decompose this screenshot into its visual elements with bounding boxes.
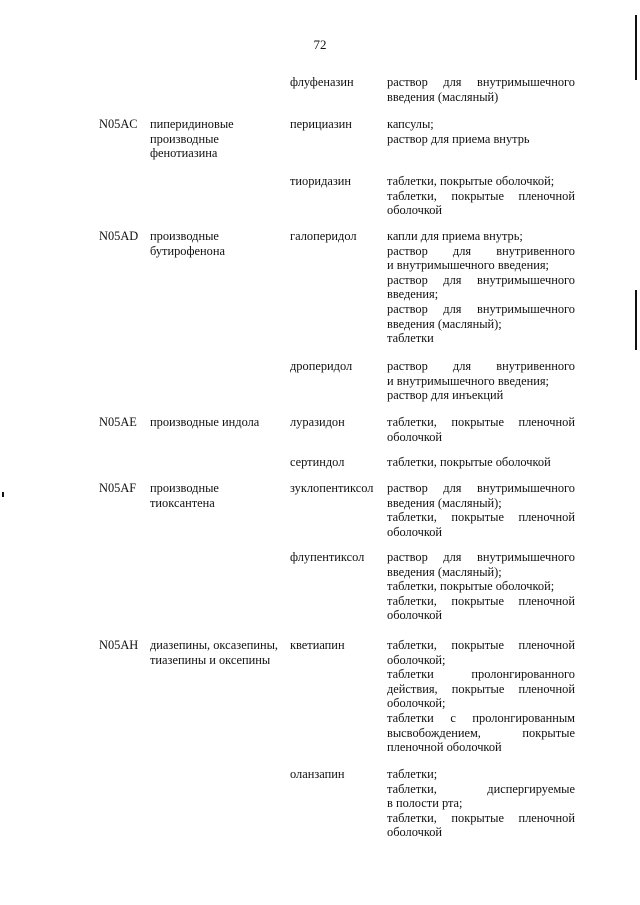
drug-group-line: производные	[150, 481, 219, 495]
dosage-form-line: введения (масляный);	[387, 495, 502, 510]
dosage-form-line: капсулы;	[387, 117, 434, 131]
drug-name: флуфеназин	[290, 75, 354, 89]
drug-name: зуклопентиксол	[290, 481, 374, 495]
dosage-form-line: раствор для внутривенного	[387, 243, 575, 258]
dosage-form	[387, 331, 575, 346]
dosage-form	[387, 667, 575, 711]
dosage-form	[387, 550, 575, 579]
atc-code: N05AC	[99, 117, 138, 131]
drug-group-line: бутирофенона	[150, 243, 225, 258]
drug-name: луразидон	[290, 415, 345, 429]
drug-name: сертиндол	[290, 455, 345, 469]
dosage-form	[387, 359, 575, 388]
dosage-form-line: раствор для внутримышечного	[387, 481, 575, 495]
dosage-form-line: таблетки, покрытые пленочной	[387, 510, 575, 525]
dosage-form	[387, 174, 575, 189]
drug-name: дроперидол	[290, 359, 353, 373]
dosage-form-line: раствор для внутримышечного	[387, 550, 575, 564]
dosage-form-line: оболочкой;	[387, 652, 446, 667]
dosage-forms	[387, 767, 575, 840]
dosage-form-line: пленочной оболочкой	[387, 740, 502, 755]
drug-group	[150, 117, 283, 161]
drug-name: кветиапин	[290, 638, 345, 652]
drug-name: оланзапин	[290, 767, 345, 781]
dosage-form	[387, 711, 575, 755]
dosage-form	[387, 510, 575, 539]
dosage-form	[387, 767, 575, 782]
dosage-form	[387, 189, 575, 218]
dosage-form	[387, 594, 575, 623]
dosage-form	[387, 638, 575, 667]
dosage-form-line: таблетки, покрытые пленочной	[387, 593, 575, 608]
drug-group-line: тиазепины и оксепины	[150, 652, 271, 667]
drug-group-line: пиперидиновые	[150, 117, 234, 131]
dosage-form-line: и внутримышечного введения;	[387, 373, 549, 388]
dosage-forms	[387, 550, 575, 623]
dosage-form	[387, 579, 575, 594]
dosage-form	[387, 132, 575, 147]
dosage-form-line: раствор для инъекций	[387, 388, 504, 403]
drug-name: тиоридазин	[290, 174, 352, 188]
dosage-form-line: оболочкой	[387, 524, 443, 539]
dosage-form	[387, 481, 575, 510]
drug-group	[150, 415, 283, 430]
dosage-form-line: высвобождением, покрытые	[387, 725, 575, 740]
dosage-form-line: введения;	[387, 287, 439, 302]
dosage-form	[387, 388, 575, 403]
dosage-form-line: оболочкой	[387, 608, 443, 623]
dosage-forms	[387, 638, 575, 755]
scan-edge-mark	[635, 15, 637, 80]
dosage-form	[387, 782, 575, 811]
dosage-form-line: таблетки, покрытые пленочной	[387, 188, 575, 203]
dosage-form-line: таблетки	[387, 331, 434, 346]
dosage-form-line: раствор для внутримышечного	[387, 301, 575, 316]
dosage-form-line: раствор для приема внутрь	[387, 131, 530, 146]
drug-group-line: фенотиазина	[150, 146, 218, 161]
drug-group	[150, 229, 283, 258]
atc-code: N05AE	[99, 415, 137, 429]
dosage-forms	[387, 229, 575, 346]
dosage-form-line: таблетки, покрытые пленочной	[387, 415, 575, 429]
dosage-form-line: таблетки, покрытые оболочкой;	[387, 174, 555, 188]
atc-code: N05AH	[99, 638, 139, 652]
dosage-form	[387, 229, 575, 244]
dosage-form	[387, 302, 575, 331]
dosage-forms	[387, 455, 575, 470]
dosage-forms	[387, 75, 575, 104]
dosage-form-line: оболочкой;	[387, 696, 446, 711]
dosage-forms	[387, 174, 575, 218]
dosage-form	[387, 811, 575, 840]
dosage-forms	[387, 359, 575, 403]
dosage-form-line: введения (масляный);	[387, 564, 502, 579]
dosage-form-line: капли для приема внутрь;	[387, 229, 523, 243]
dosage-forms	[387, 415, 575, 444]
drug-group-line: производные индола	[150, 415, 260, 429]
dosage-form-line: таблетки, покрытые оболочкой;	[387, 579, 555, 594]
dosage-form-line: и внутримышечного введения;	[387, 258, 549, 273]
drug-group-line: производные	[150, 131, 219, 146]
dosage-forms	[387, 481, 575, 539]
dosage-form-line: оболочкой	[387, 203, 443, 218]
dosage-form-line: введения (масляный);	[387, 316, 502, 331]
drug-group-line: диазепины, оксазепины,	[150, 638, 279, 652]
scan-edge-mark	[2, 492, 4, 497]
dosage-form-line: таблетки пролонгированного	[387, 667, 575, 682]
atc-code: N05AF	[99, 481, 137, 495]
dosage-forms	[387, 117, 575, 146]
drug-group	[150, 481, 283, 510]
dosage-form	[387, 455, 575, 470]
drug-group	[150, 638, 283, 667]
drug-group-line: тиоксантена	[150, 495, 215, 510]
dosage-form-line: оболочкой	[387, 825, 443, 840]
dosage-form-line: таблетки;	[387, 767, 438, 781]
dosage-form	[387, 273, 575, 302]
dosage-form-line: раствор для внутривенного	[387, 359, 575, 373]
drug-group-line: производные	[150, 229, 219, 243]
atc-code: N05AD	[99, 229, 139, 243]
dosage-form-line: в полости рта;	[387, 796, 463, 811]
dosage-form-line: действия, покрытые пленочной	[387, 681, 575, 696]
dosage-form-line: раствор для внутримышечного	[387, 75, 575, 89]
dosage-form-line: оболочкой	[387, 429, 443, 444]
dosage-form-line: таблетки, покрытые пленочной	[387, 810, 575, 825]
page-number: 72	[313, 37, 327, 52]
dosage-form	[387, 244, 575, 273]
dosage-form-line: введения (масляный)	[387, 89, 499, 104]
scan-edge-mark	[635, 290, 637, 350]
dosage-form-line: таблетки, покрытые оболочкой	[387, 455, 551, 469]
dosage-form	[387, 75, 575, 104]
dosage-form	[387, 117, 575, 132]
dosage-form-line: таблетки с пролонгированным	[387, 710, 575, 725]
dosage-form-line: таблетки, диспергируемые	[387, 781, 575, 796]
dosage-form	[387, 415, 575, 444]
dosage-form-line: раствор для внутримышечного	[387, 272, 575, 287]
drug-name: флупентиксол	[290, 550, 365, 564]
dosage-form-line: таблетки, покрытые пленочной	[387, 638, 575, 652]
drug-name: галоперидол	[290, 229, 357, 243]
drug-name: перициазин	[290, 117, 352, 131]
